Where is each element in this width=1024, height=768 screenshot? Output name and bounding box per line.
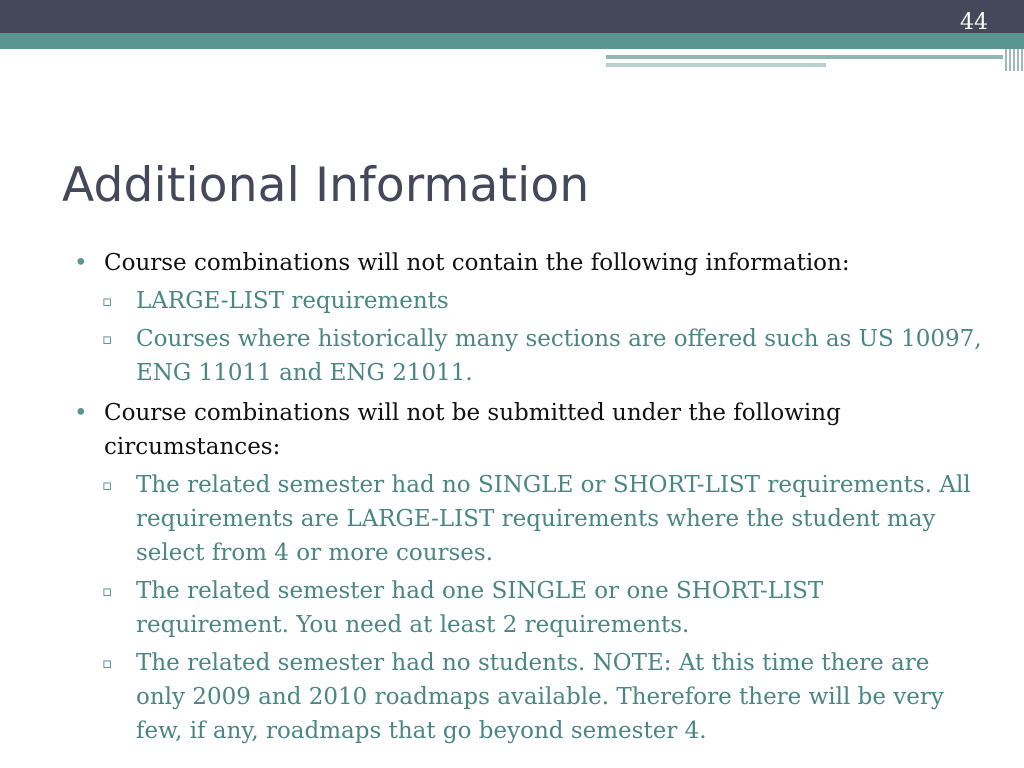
bullet-item — [62, 396, 982, 748]
sub-bullet-item: ▫ The related semester had no SINGLE or SHORT-LIST requirements. All requirements are LARGE-LIST requirements where the student may select from 4 or more courses. — [94, 468, 982, 570]
sub-bullet-list — [94, 468, 982, 748]
header-bar — [0, 0, 1024, 33]
accent-band — [0, 33, 1024, 49]
sub-bullet-item: ▫ The related semester had no students. NOTE: At this time there are only 2009 and 2010 roadmaps available. Therefore there will be very few, if any, roadmaps that go beyond semester 4. — [94, 646, 982, 748]
slide-number: 44 — [960, 10, 988, 35]
sub-bullet-item: ▫ The related semester had one SINGLE or one SHORT-LIST requirement. You need at least 2 requirements. — [94, 574, 982, 642]
decorative-stripes — [1005, 49, 1024, 71]
sub-bullet-list — [94, 284, 982, 390]
sub-bullet-item: ▫ Courses where historically many sections are offered such as US 10097, ENG 11011 and ENG 21011. — [94, 322, 982, 390]
slide-title: Additional Information — [62, 158, 590, 213]
bullet-list — [62, 246, 982, 748]
bullet-item — [62, 246, 982, 390]
slide-content — [62, 246, 982, 754]
accent-line-secondary — [606, 63, 826, 67]
bullet-text: Course combinations will not contain the following information: — [104, 250, 850, 276]
bullet-text: Course combinations will not be submitted under the following circumstances: — [104, 400, 841, 460]
sub-bullet-item: ▫ LARGE-LIST requirements — [94, 284, 982, 318]
accent-line — [606, 55, 1003, 59]
